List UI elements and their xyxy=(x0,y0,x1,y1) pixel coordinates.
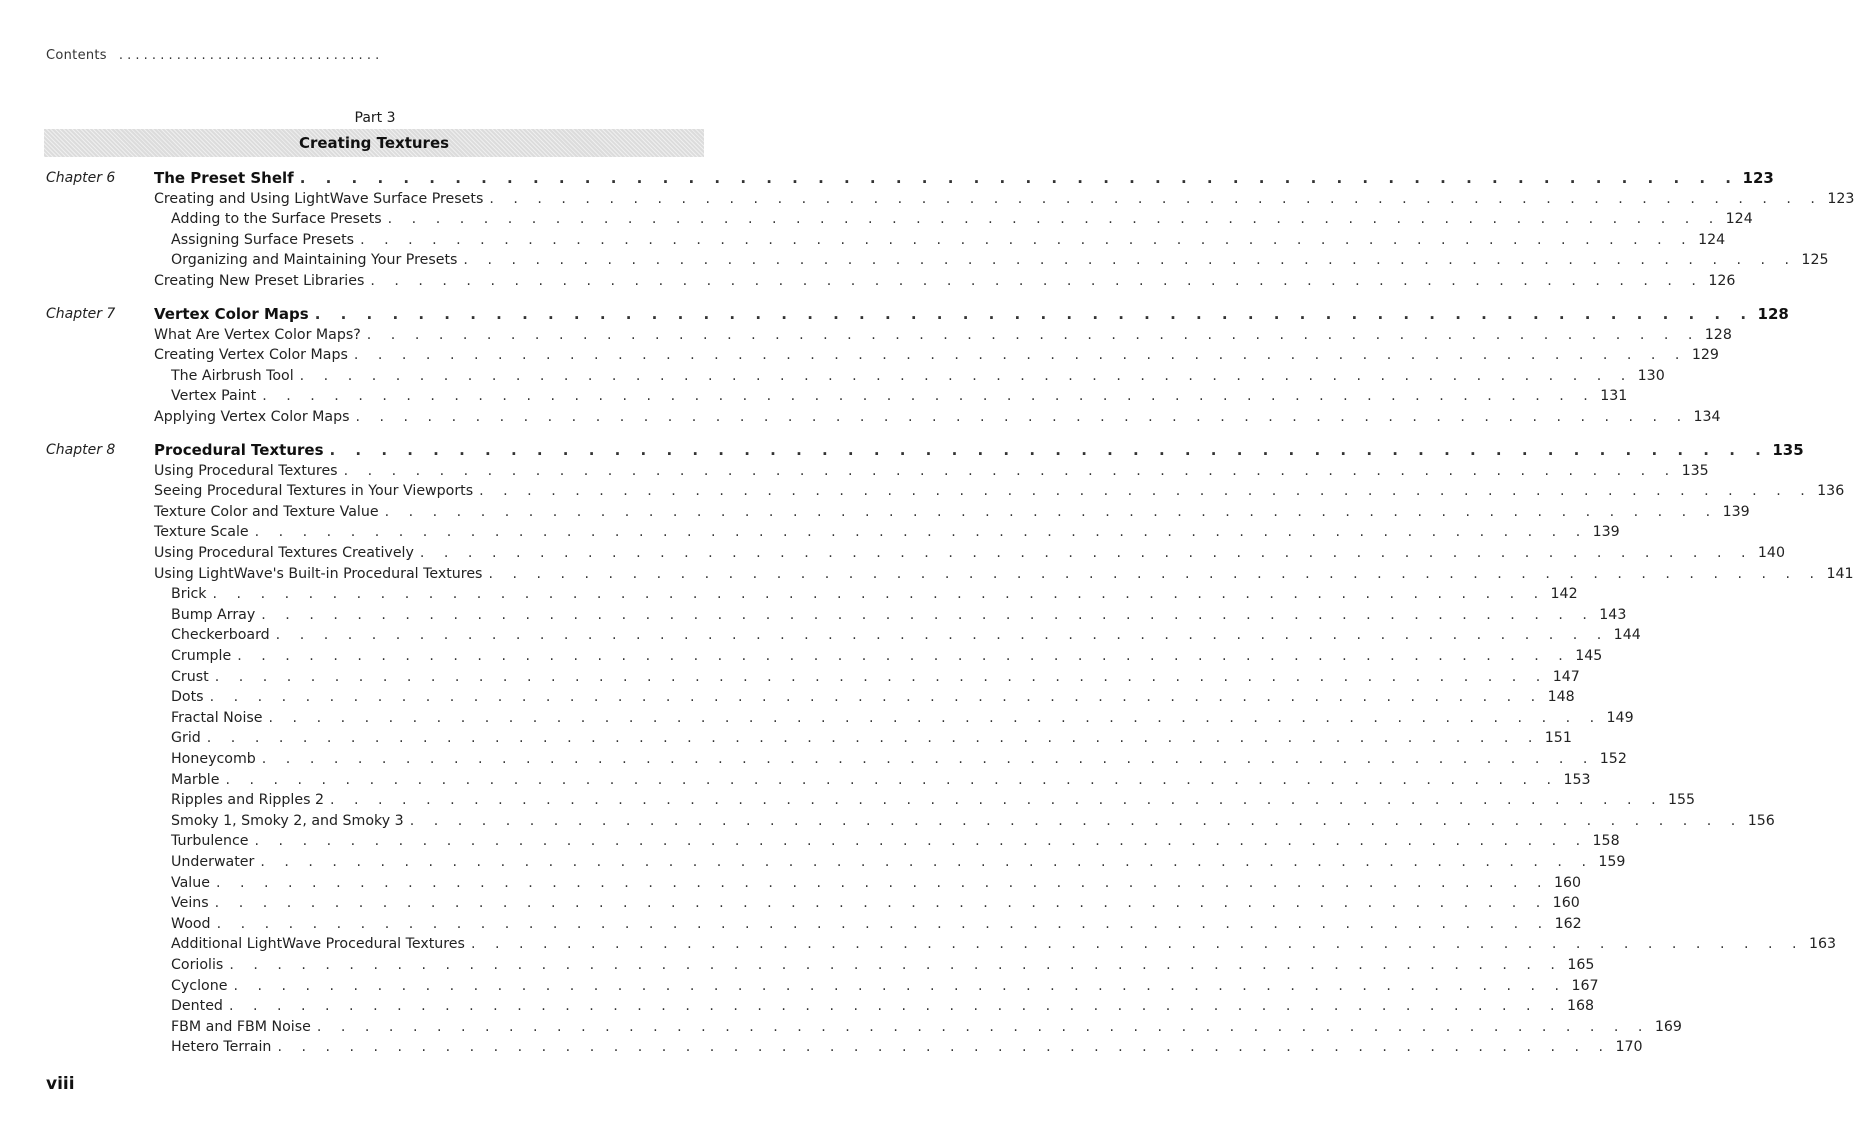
toc-entry[interactable] xyxy=(171,625,1641,646)
page-number: 153 xyxy=(1563,771,1591,788)
entry-title: Ripples and Ripples 2 xyxy=(171,792,324,809)
toc-entry[interactable] xyxy=(154,325,1732,346)
toc-entry[interactable] xyxy=(154,407,1721,428)
dot-leader: . . . . . . . . . . . . . . . . . . . . . . . . . . . . . . . . . . . . . . . . . . . . . . . . . . . . . . . . xyxy=(228,998,1563,1015)
entry-title: Applying Vertex Color Maps xyxy=(154,409,350,425)
toc-entry[interactable] xyxy=(171,934,1837,955)
page-number: 147 xyxy=(1552,668,1580,685)
dot-leader: . . . . . . . . . . . . . . . . . . . . . . . . . . . . . . . . . . . . . . . . . . . . . . . . . . . . . . . . xyxy=(387,211,1721,228)
page-number: 123 xyxy=(1827,190,1854,207)
dot-leader: . . . . . . . . . . . . . . . . . . . . . . . . . . . . . . . . . . . . . . . . . . . . . . . . . . . . . . . . xyxy=(366,326,1700,343)
dot-leader: . . . . . . . . . . . . . . . . . . . . . . . . . . . . . . . . . . . . . . . . . . . . . . . . . . . . . . . . xyxy=(489,190,1823,207)
dot-leader: . . . . . . . . . . . . . . . . . . . . . . . . . . . . . . . . . . . . . . . . . . . . . . . . . . . . . . . . xyxy=(225,771,1559,788)
entry-title: Dented xyxy=(171,998,223,1015)
page-number: 160 xyxy=(1552,895,1580,912)
page-folio: viii xyxy=(46,1074,75,1094)
dot-leader: . . . . . . . . . . . . . . . . . . . . . . . . . . . . . . . . . . . . . . . . . . . . . . . . . . . . . . . . xyxy=(330,792,1664,809)
dot-leader: . . . . . . . . . . . . . . . . . . . . . . . . . . . . . . . . . . . . . . . . . . . . . . . . . . . . . . . . xyxy=(314,305,1754,323)
dot-leader: . . . . . . . . . . . . . . . . . . . . . . . . . . . . . . . . . . . . . . . . . . . . . . . . . . . . . . . . xyxy=(254,524,1588,541)
dot-leader: . . . . . . . . . . . . . . . . . . . . . . . . . . . . . . . . . . . . . . . . . . . . . . . . . . . . . . . . xyxy=(360,231,1694,248)
page-number: 159 xyxy=(1598,854,1626,870)
toc-entry[interactable] xyxy=(171,605,1627,626)
page-number: 136 xyxy=(1817,483,1845,500)
entry-title: Texture Scale xyxy=(154,524,249,541)
dot-leader: . . . . . . . . . . . . . . . . . . . . . . . . . . . . . . . . . . . . . . . . . . . . . . . . . . . . . . . . xyxy=(409,812,1743,829)
page-number: 148 xyxy=(1547,689,1575,706)
page-number: 135 xyxy=(1681,462,1709,479)
entry-title: The Preset Shelf xyxy=(154,169,294,187)
dot-leader: . . . . . . . . . . . . . . . . . . . . . . . . . . . . . . . . . . . . . . . . . . . . . . . . . . . . . . . . xyxy=(299,169,1739,187)
toc-entry[interactable] xyxy=(171,770,1591,791)
toc-entry[interactable] xyxy=(171,1037,1643,1058)
dot-leader: . . . . . . . . . . . . . . . . . . . . . . . . . . . . . . . . . . . . . . . . . . . . . . . . . . . . . . . . xyxy=(262,388,1596,405)
entry-title: Underwater xyxy=(171,854,255,870)
entry-title: Cyclone xyxy=(171,977,228,994)
toc-entry[interactable] xyxy=(171,831,1620,852)
entry-title: Honeycomb xyxy=(171,751,256,767)
dot-leader: . . . . . . . . . . . . . . . . . . . . . . . . . . . . . . . . . . . . . . . . . . . . . . . . . . . . . . . . xyxy=(215,874,1550,891)
dot-leader: . . . . . . . . . . . . . . . . . . . . . . . . . . . . . . . . . . . . . . . . . . . . . . . . . . . . . . . . xyxy=(206,730,1540,747)
toc-entry[interactable] xyxy=(171,250,1829,271)
toc-entry[interactable] xyxy=(171,749,1627,770)
dot-leader: . . . . . . . . . . . . . . . . . . . . . . . . . . . . . . . . . . . . . . . . . . . . . . . . . . . . . . . . xyxy=(355,409,1689,425)
toc-entry[interactable] xyxy=(171,852,1626,873)
page-number: 163 xyxy=(1808,936,1837,953)
dot-leader: . . . . . . . . . . . . . . . . . . . . . . . . . . . . . . . . . . . . . . . . . . . . . . . . . . . . . . . . xyxy=(277,1039,1611,1056)
chapter-label: Chapter 6 xyxy=(46,170,116,186)
dot-leader: . . . . . . . . . . . . . . . . . . . . . . . . . . . . . . . . . . . . . . . . . . . . . . . . . . . . . . . . xyxy=(488,565,1822,582)
toc-entry[interactable] xyxy=(171,209,1753,230)
toc-entry[interactable] xyxy=(171,811,1775,832)
page-number: 135 xyxy=(1772,441,1804,459)
dot-leader: . . . . . . . . . . . . . . . . . . . . . . . . . . . . . . . . . . . . . . . . . . . . . . . . . . . . . . . . xyxy=(212,586,1546,603)
toc-entry[interactable] xyxy=(171,914,1582,935)
page-number: 167 xyxy=(1571,977,1599,994)
chapter-title-entry[interactable] xyxy=(154,168,1774,189)
dot-leader: . . . . . . . . . . . . . . . . . . . . . . . . . . . . . . . . . . . . . . . . . . . . . . . . . . . . . . . . xyxy=(384,503,1718,520)
page-number: 142 xyxy=(1550,586,1578,603)
page-number: 131 xyxy=(1600,388,1628,405)
dot-leader: . . . . . . . . . . . . . . . . . . . . . . . . . . . . . . . . . . . . . . . . . . . . . . . . . . . . . . . . xyxy=(261,606,1595,623)
page-number: 144 xyxy=(1613,627,1641,644)
entry-title: Using Procedural Textures xyxy=(154,462,338,479)
dot-leader: . . . . . . . . . . . . . . . . . . . . . . . . . . . . . . . . . . . . . . . . . . . . . . . . . . . . . . . . xyxy=(275,627,1609,644)
page-number: 125 xyxy=(1801,252,1829,269)
toc-entry[interactable] xyxy=(171,646,1603,667)
page-number: 123 xyxy=(1742,169,1774,187)
dot-leader: . . . . . . . . . . . . . . . . . . . . . . . . . . . . . . . . . . . . . . . . . . . . . . . . . . . . . . . . xyxy=(299,367,1633,384)
part-title-banner: Creating Textures xyxy=(44,129,704,157)
page-number: 162 xyxy=(1554,915,1582,932)
toc-entry[interactable] xyxy=(154,543,1785,564)
entry-title: Veins xyxy=(171,895,209,912)
toc-entry[interactable] xyxy=(171,230,1726,251)
entry-title: Marble xyxy=(171,771,220,788)
page-number: 152 xyxy=(1599,751,1627,767)
entry-title: Using LightWave's Built-in Procedural Textures xyxy=(154,565,483,582)
entry-title: FBM and FBM Noise xyxy=(171,1018,311,1035)
page-number: 145 xyxy=(1575,648,1603,664)
dot-leader: . . . . . . . . . . . . . . . . . . . . . . . . . . . . . . . . . . . . . . . . . . . . . . . . . . . . . . . . xyxy=(261,751,1595,767)
toc-entry[interactable] xyxy=(154,345,1719,366)
dot-leader: . . . . . . . . . . . . . . . . . . . . . . . . . . . . . . . . . . . . . . . . . . . . . . . . . . . . . . . . xyxy=(316,1018,1650,1035)
toc-entry[interactable] xyxy=(154,271,1736,292)
page-number: 139 xyxy=(1722,503,1750,520)
page-number: 130 xyxy=(1637,367,1665,384)
entry-title: Organizing and Maintaining Your Presets xyxy=(171,252,458,269)
dot-leader: . . . . . . . . . . . . . . . . . . . . . . . . . . . . . . . . . . . . . . . . . . . . . . . . . . . . . . . . xyxy=(237,648,1571,664)
dot-leader: . . . . . . . . . . . . . . . . . . . . . . . . . . . . . . . . . . . . . . . . . . . . . . . . . . . . . . . . xyxy=(463,252,1797,269)
page-number: 128 xyxy=(1704,326,1732,343)
entry-title: The Airbrush Tool xyxy=(171,367,294,384)
entry-title: Wood xyxy=(171,915,211,932)
toc-entry[interactable] xyxy=(171,996,1595,1017)
page-number: 156 xyxy=(1747,812,1775,829)
dot-leader: . . . . . . . . . . . . . . . . . . . . . . . . . . . . . . . . . . . . . . . . . . . . . . . . . . . . . . . . xyxy=(353,347,1687,364)
toc-entry[interactable] xyxy=(171,708,1634,729)
dot-leader: . . . . . . . . . . . . . . . . . . . . . . . . . . . . . . . . . . . . . . . . . . . . . . . . . . . . . . . . xyxy=(229,957,1563,973)
entry-title: Crumple xyxy=(171,648,232,664)
entry-title: Brick xyxy=(171,586,207,603)
page-number: 160 xyxy=(1553,874,1582,891)
toc-entry[interactable] xyxy=(171,728,1572,749)
entry-title: Hetero Terrain xyxy=(171,1039,272,1056)
entry-title: Using Procedural Textures Creatively xyxy=(154,545,414,561)
page-number: 170 xyxy=(1615,1039,1643,1056)
toc-entry[interactable] xyxy=(171,687,1575,708)
toc-entry[interactable] xyxy=(154,502,1750,523)
page-number: 158 xyxy=(1592,833,1620,850)
chapter-title-entry[interactable] xyxy=(154,440,1804,461)
entry-title: Dots xyxy=(171,689,204,706)
page-number: 124 xyxy=(1725,211,1753,228)
toc-entry[interactable] xyxy=(154,189,1854,210)
dot-leader: . . . . . . . . . . . . . . . . . . . . . . . . . . . . . . . . . . . . . . . . . . . . . . . . . . . . . . . . xyxy=(233,977,1567,994)
entry-title: Grid xyxy=(171,730,201,747)
page-number: 169 xyxy=(1654,1018,1682,1035)
page-number: 168 xyxy=(1566,998,1595,1015)
page-number: 149 xyxy=(1606,709,1634,726)
toc-entry[interactable] xyxy=(171,873,1582,894)
part-number-label: Part 3 xyxy=(354,110,396,126)
toc-entry[interactable] xyxy=(171,667,1580,688)
entry-title: Turbulence xyxy=(171,833,249,850)
dot-leader: . . . . . . . . . . . . . . . . . . . . . . . . . . . . . . . . . . . . . . . . . . . . . . . . . . . . . . . . xyxy=(419,545,1753,561)
entry-title: Vertex Color Maps xyxy=(154,305,309,323)
page-number: 139 xyxy=(1592,524,1620,541)
page-number: 124 xyxy=(1698,231,1726,248)
toc-entry[interactable] xyxy=(171,1017,1682,1038)
dot-leader: . . . . . . . . . . . . . . . . . . . . . . . . . . . . . . . . . . . . . . . . . . . . . . . . . . . . . . . . xyxy=(268,709,1602,726)
toc-entry[interactable] xyxy=(171,955,1595,976)
page-number: 129 xyxy=(1691,347,1719,364)
entry-title: Crust xyxy=(171,668,209,685)
dot-leader: . . . . . . . . . . . . . . . . . . . . . . . . . . . . . . . . . . . . . . . . . . . . . . . . . . . . . . . . xyxy=(479,483,1813,500)
dot-leader: . . . . . . . . . . . . . . . . . . . . . . . . . . . . . . . . . . . . . . . . . . . . . . . . . . . . . . . . xyxy=(470,936,1805,953)
page-number: 126 xyxy=(1708,273,1736,289)
entry-title: Adding to the Surface Presets xyxy=(171,211,382,228)
entry-title: Checkerboard xyxy=(171,627,270,644)
entry-title: Texture Color and Texture Value xyxy=(154,503,379,520)
entry-title: Smoky 1, Smoky 2, and Smoky 3 xyxy=(171,812,404,829)
dot-leader: . . . . . . . . . . . . . . . . . . . . . . . . . . . . . . . . . . . . . . . . . . . . . . . . . . . . . . . . xyxy=(216,915,1550,932)
toc-entry[interactable] xyxy=(171,976,1599,997)
entry-title: Procedural Textures xyxy=(154,441,324,459)
entry-title: Coriolis xyxy=(171,957,224,973)
toc-entry[interactable] xyxy=(171,790,1696,811)
dot-leader: . . . . . . . . . . . . . . . . . . . . . . . . . . . . . . . . . . . . . . . . . . . . . . . . . . . . . . . . xyxy=(260,854,1594,870)
entry-title: What Are Vertex Color Maps? xyxy=(154,326,361,343)
page-number: 151 xyxy=(1544,730,1572,747)
toc-entry[interactable] xyxy=(154,481,1845,502)
dot-leader: . . . . . . . . . . . . . . . . . . . . . . . . . . . . . . . . . . . . . . . . . . . . . . . . . . . . . . . . xyxy=(214,895,1548,912)
entry-title: Fractal Noise xyxy=(171,709,263,726)
running-head-dots: . . . . . . . . . . . . . . . . . . . . . . . . . . . . . . . . xyxy=(118,48,380,63)
chapter-title-entry[interactable] xyxy=(154,304,1789,325)
dot-leader: . . . . . . . . . . . . . . . . . . . . . . . . . . . . . . . . . . . . . . . . . . . . . . . . . . . . . . . . xyxy=(329,441,1769,459)
page-number: 155 xyxy=(1668,792,1696,809)
entry-title: Seeing Procedural Textures in Your Viewports xyxy=(154,483,474,500)
page-number: 134 xyxy=(1693,409,1721,425)
page-number: 143 xyxy=(1599,606,1627,623)
toc-entry[interactable] xyxy=(171,893,1580,914)
entry-title: Bump Array xyxy=(171,606,256,623)
running-head xyxy=(46,48,766,68)
dot-leader: . . . . . . . . . . . . . . . . . . . . . . . . . . . . . . . . . . . . . . . . . . . . . . . . . . . . . . . . xyxy=(343,462,1677,479)
toc-entry[interactable] xyxy=(154,461,1709,482)
toc-entry[interactable] xyxy=(171,366,1665,387)
entry-title: Creating New Preset Libraries xyxy=(154,273,365,289)
page-number: 165 xyxy=(1567,957,1595,973)
entry-title: Creating Vertex Color Maps xyxy=(154,347,348,364)
dot-leader: . . . . . . . . . . . . . . . . . . . . . . . . . . . . . . . . . . . . . . . . . . . . . . . . . . . . . . . . xyxy=(254,833,1588,850)
dot-leader: . . . . . . . . . . . . . . . . . . . . . . . . . . . . . . . . . . . . . . . . . . . . . . . . . . . . . . . . xyxy=(214,668,1548,685)
toc-entry[interactable] xyxy=(171,386,1628,407)
page-number: 128 xyxy=(1757,305,1789,323)
entry-title: Vertex Paint xyxy=(171,388,257,405)
entry-title: Additional LightWave Procedural Textures xyxy=(171,936,465,953)
chapter-label: Chapter 7 xyxy=(46,306,116,322)
toc-entry[interactable] xyxy=(154,564,1854,585)
entry-title: Assigning Surface Presets xyxy=(171,231,355,248)
page-number: 140 xyxy=(1757,545,1785,561)
entry-title: Creating and Using LightWave Surface Presets xyxy=(154,190,484,207)
dot-leader: . . . . . . . . . . . . . . . . . . . . . . . . . . . . . . . . . . . . . . . . . . . . . . . . . . . . . . . . xyxy=(370,273,1704,289)
toc-entry[interactable] xyxy=(154,522,1620,543)
running-head-label: Contents xyxy=(46,48,107,63)
toc-entry[interactable] xyxy=(171,584,1578,605)
entry-title: Value xyxy=(171,874,210,891)
chapter-label: Chapter 8 xyxy=(46,442,116,458)
dot-leader: . . . . . . . . . . . . . . . . . . . . . . . . . . . . . . . . . . . . . . . . . . . . . . . . . . . . . . . . xyxy=(209,689,1543,706)
page-number: 141 xyxy=(1826,565,1854,582)
